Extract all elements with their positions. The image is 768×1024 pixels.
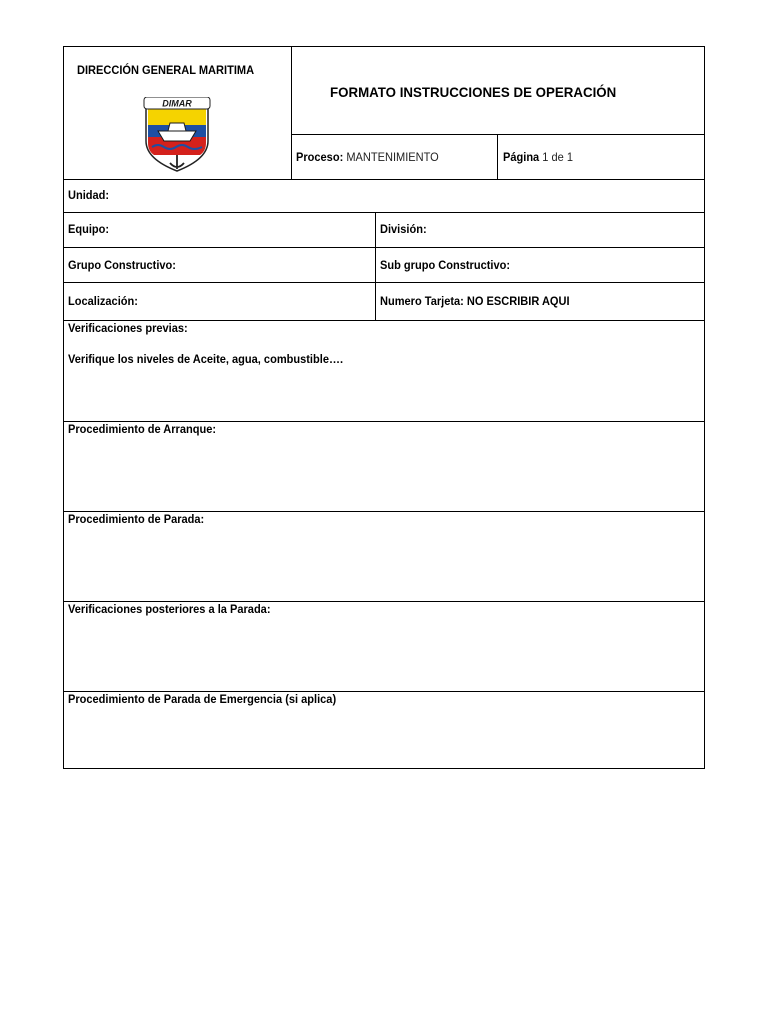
page-field xyxy=(503,150,573,164)
subgrupo-constructivo-label: Sub grupo Constructivo: xyxy=(380,258,511,272)
process-field xyxy=(296,150,439,164)
process-value: MANTENIMIENTO xyxy=(346,150,439,164)
logo-wordmark: DIMAR xyxy=(162,98,192,109)
form-title: FORMATO INSTRUCCIONES DE OPERACIÓN xyxy=(330,84,617,100)
grupo-constructivo-label: Grupo Constructivo: xyxy=(68,258,176,272)
parada-heading: Procedimiento de Parada: xyxy=(68,512,205,526)
process-label: Proceso: xyxy=(296,150,344,164)
operation-instructions-form xyxy=(63,46,705,769)
verificaciones-posteriores-heading: Verificaciones posteriores a la Parada: xyxy=(68,602,271,616)
division-label: División: xyxy=(380,222,427,236)
equipo-label: Equipo: xyxy=(68,222,110,236)
dimar-logo-icon xyxy=(140,97,214,175)
organization-name: DIRECCIÓN GENERAL MARITIMA xyxy=(77,63,255,77)
page-value: 1 de 1 xyxy=(542,150,573,164)
unidad-label: Unidad: xyxy=(68,188,110,202)
numero-tarjeta-label: Numero Tarjeta: NO ESCRIBIR AQUI xyxy=(380,294,570,308)
verificaciones-previas-text: Verifique los niveles de Aceite, agua, combustible…. xyxy=(68,352,344,366)
emergencia-heading: Procedimiento de Parada de Emergencia (si aplica) xyxy=(68,692,337,706)
localizacion-label: Localización: xyxy=(68,294,138,308)
verificaciones-previas-heading: Verificaciones previas: xyxy=(68,321,188,335)
arranque-heading: Procedimiento de Arranque: xyxy=(68,422,217,436)
page-label: Página xyxy=(503,150,540,164)
